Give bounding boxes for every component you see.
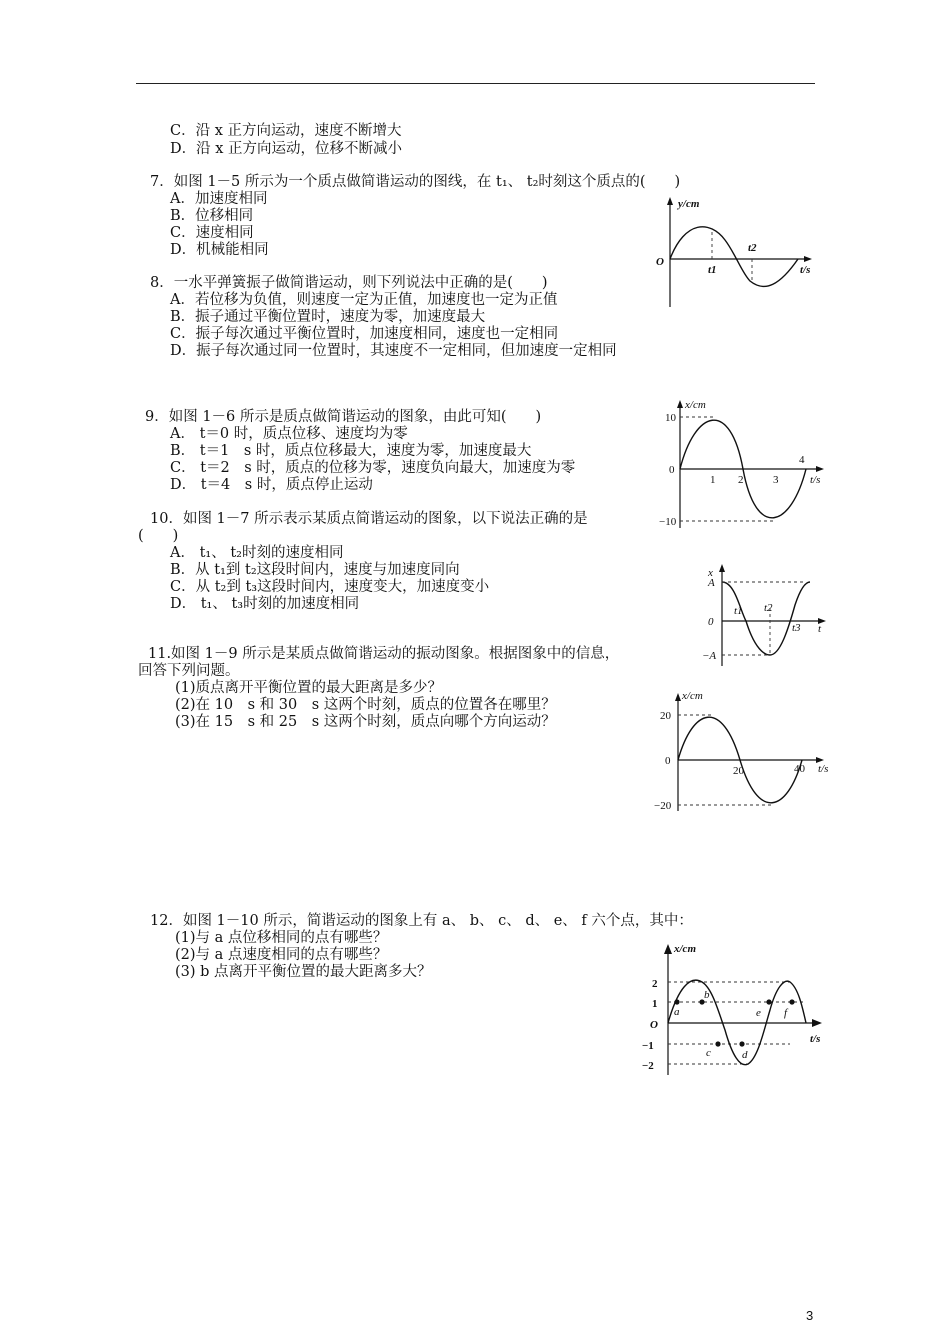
y-min-label: −20 — [654, 800, 672, 812]
t1-label: t1 — [708, 264, 717, 276]
y-tick-neg1: −1 — [642, 1040, 654, 1052]
x-axis-label: t/s — [810, 474, 821, 486]
y-axis-label: x/cm — [674, 943, 696, 955]
page-number: 3 — [806, 1308, 814, 1323]
point-e — [766, 999, 771, 1004]
q11-part-2: (2)在 10 s 和 30 s 这两个时刻，质点的位置各在哪里？ — [175, 697, 556, 713]
origin-label: O — [650, 1019, 658, 1031]
displacement-curve — [670, 227, 798, 287]
label-b: b — [704, 989, 710, 1001]
q9-option-a: A． t＝0 时，质点位移、速度均为零 — [170, 426, 408, 442]
q9-stem: 9．如图 1－6 所示是质点做简谐运动的图象，由此可知( ) — [145, 409, 542, 425]
y-axis-label: x/cm — [685, 399, 706, 411]
q10-option-d: D． t₁、 t₃时刻的加速度相同 — [170, 596, 360, 612]
y-max-label: 20 — [660, 710, 671, 722]
q11-stem: 11.如图 1－9 所示是某质点做简谐运动的振动图象。根据图象中的信息， — [148, 646, 620, 662]
figure-1-7 — [700, 560, 835, 670]
x-axis-label: t/s — [810, 1033, 821, 1045]
q6-option-c: C．沿 x 正方向运动，速度不断增大 — [170, 123, 402, 139]
y-axis-label: x — [708, 567, 713, 579]
origin-label: 0 — [708, 616, 714, 628]
y-max-label: 10 — [665, 412, 676, 424]
origin-label: 0 — [669, 464, 675, 476]
neg-amplitude-label: −A — [702, 650, 717, 662]
x-axis-label: t/s — [800, 264, 811, 276]
header-rule — [136, 83, 815, 84]
q7-option-a: A．加速度相同 — [170, 191, 268, 207]
label-a: a — [674, 1006, 680, 1018]
amplitude-label: A — [708, 577, 715, 589]
q12-part-2: (2)与 a 点速度相同的点有哪些？ — [175, 947, 388, 963]
x-tick-2: 2 — [738, 474, 744, 486]
q8-option-d: D．振子每次通过同一位置时，其速度不一定相同，但加速度一定相同 — [170, 343, 617, 359]
figure-1-9 — [650, 687, 835, 812]
q10-stem: 10．如图 1－7 所示表示某质点简谐运动的图象，以下说法正确的是 — [150, 511, 588, 527]
x-tick-4: 4 — [799, 454, 805, 466]
q12-part-3: (3) b 点离开平衡位置的最大距离多大？ — [175, 964, 432, 980]
y-min-label: −10 — [659, 516, 677, 528]
y-tick-2: 2 — [652, 978, 658, 990]
figure-1-5 — [650, 195, 820, 310]
q7-option-c: C．速度相同 — [170, 225, 254, 241]
label-e: e — [756, 1007, 761, 1019]
x-axis-label: t/s — [818, 763, 829, 775]
x-tick-1: 1 — [710, 474, 716, 486]
point-d — [739, 1041, 744, 1046]
q9-option-d: D． t＝4 s 时，质点停止运动 — [170, 477, 373, 493]
q8-option-b: B．振子通过平衡位置时，速度为零，加速度最大 — [170, 309, 486, 325]
q7-stem: 7．如图 1－5 所示为一个质点做简谐运动的图线，在 t₁、 t₂时刻这个质点的( ) — [150, 174, 681, 190]
origin-label: O — [656, 256, 664, 268]
t2-label: t2 — [764, 602, 773, 614]
label-f: f — [784, 1007, 788, 1019]
q7-option-d: D．机械能相同 — [170, 242, 269, 258]
figure-1-10 — [640, 940, 835, 1080]
q10-option-b: B．从 t₁到 t₂这段时间内，速度与加速度同向 — [170, 562, 460, 578]
label-c: c — [706, 1047, 711, 1059]
x-tick-40: 40 — [794, 763, 805, 775]
q12-stem: 12．如图 1－10 所示，简谐运动的图象上有 a、 b、 c、 d、 e、 f 六个点，其中： — [150, 913, 693, 929]
point-c — [715, 1041, 720, 1046]
q8-stem: 8．一水平弹簧振子做简谐运动，则下列说法中正确的是( ) — [150, 275, 548, 291]
q10-stem-cont: ( ) — [138, 528, 179, 544]
q8-option-a: A．若位移为负值，则速度一定为正值，加速度也一定为正值 — [170, 292, 558, 308]
q10-option-a: A． t₁、 t₂时刻的速度相同 — [170, 545, 344, 561]
q10-option-c: C．从 t₂到 t₃这段时间内，速度变大，加速度变小 — [170, 579, 490, 595]
q11-part-1: (1)质点离开平衡位置的最大距离是多少？ — [175, 680, 443, 696]
q11-part-3: (3)在 15 s 和 25 s 这两个时刻，质点向哪个方向运动？ — [175, 714, 556, 730]
q12-part-1: (1)与 a 点位移相同的点有哪些？ — [175, 930, 388, 946]
displacement-curve — [722, 582, 810, 655]
label-d: d — [742, 1049, 748, 1061]
q6-option-d: D．沿 x 正方向运动，位移不断减小 — [170, 141, 403, 157]
q8-option-c: C．振子每次通过平衡位置时，加速度相同，速度也一定相同 — [170, 326, 559, 342]
point-a — [674, 999, 679, 1004]
x-tick-20: 20 — [733, 765, 744, 777]
t1-label: t1 — [734, 605, 743, 617]
t3-label: t3 — [792, 622, 801, 634]
y-tick-1: 1 — [652, 998, 658, 1010]
y-tick-neg2: −2 — [642, 1060, 654, 1072]
point-f — [789, 999, 794, 1004]
x-axis-label: t — [818, 623, 822, 635]
y-axis-label: y/cm — [678, 198, 700, 210]
q9-option-b: B． t＝1 s 时，质点位移最大，速度为零，加速度最大 — [170, 443, 532, 459]
y-axis-label: x/cm — [682, 690, 703, 702]
t2-label: t2 — [748, 242, 757, 254]
figure-1-6 — [655, 400, 830, 530]
q7-option-b: B．位移相同 — [170, 208, 254, 224]
q11-stem-cont: 回答下列问题。 — [138, 663, 240, 679]
origin-label: 0 — [665, 755, 671, 767]
q9-option-c: C． t＝2 s 时，质点的位移为零，速度负向最大，加速度为零 — [170, 460, 576, 476]
x-tick-3: 3 — [773, 474, 779, 486]
